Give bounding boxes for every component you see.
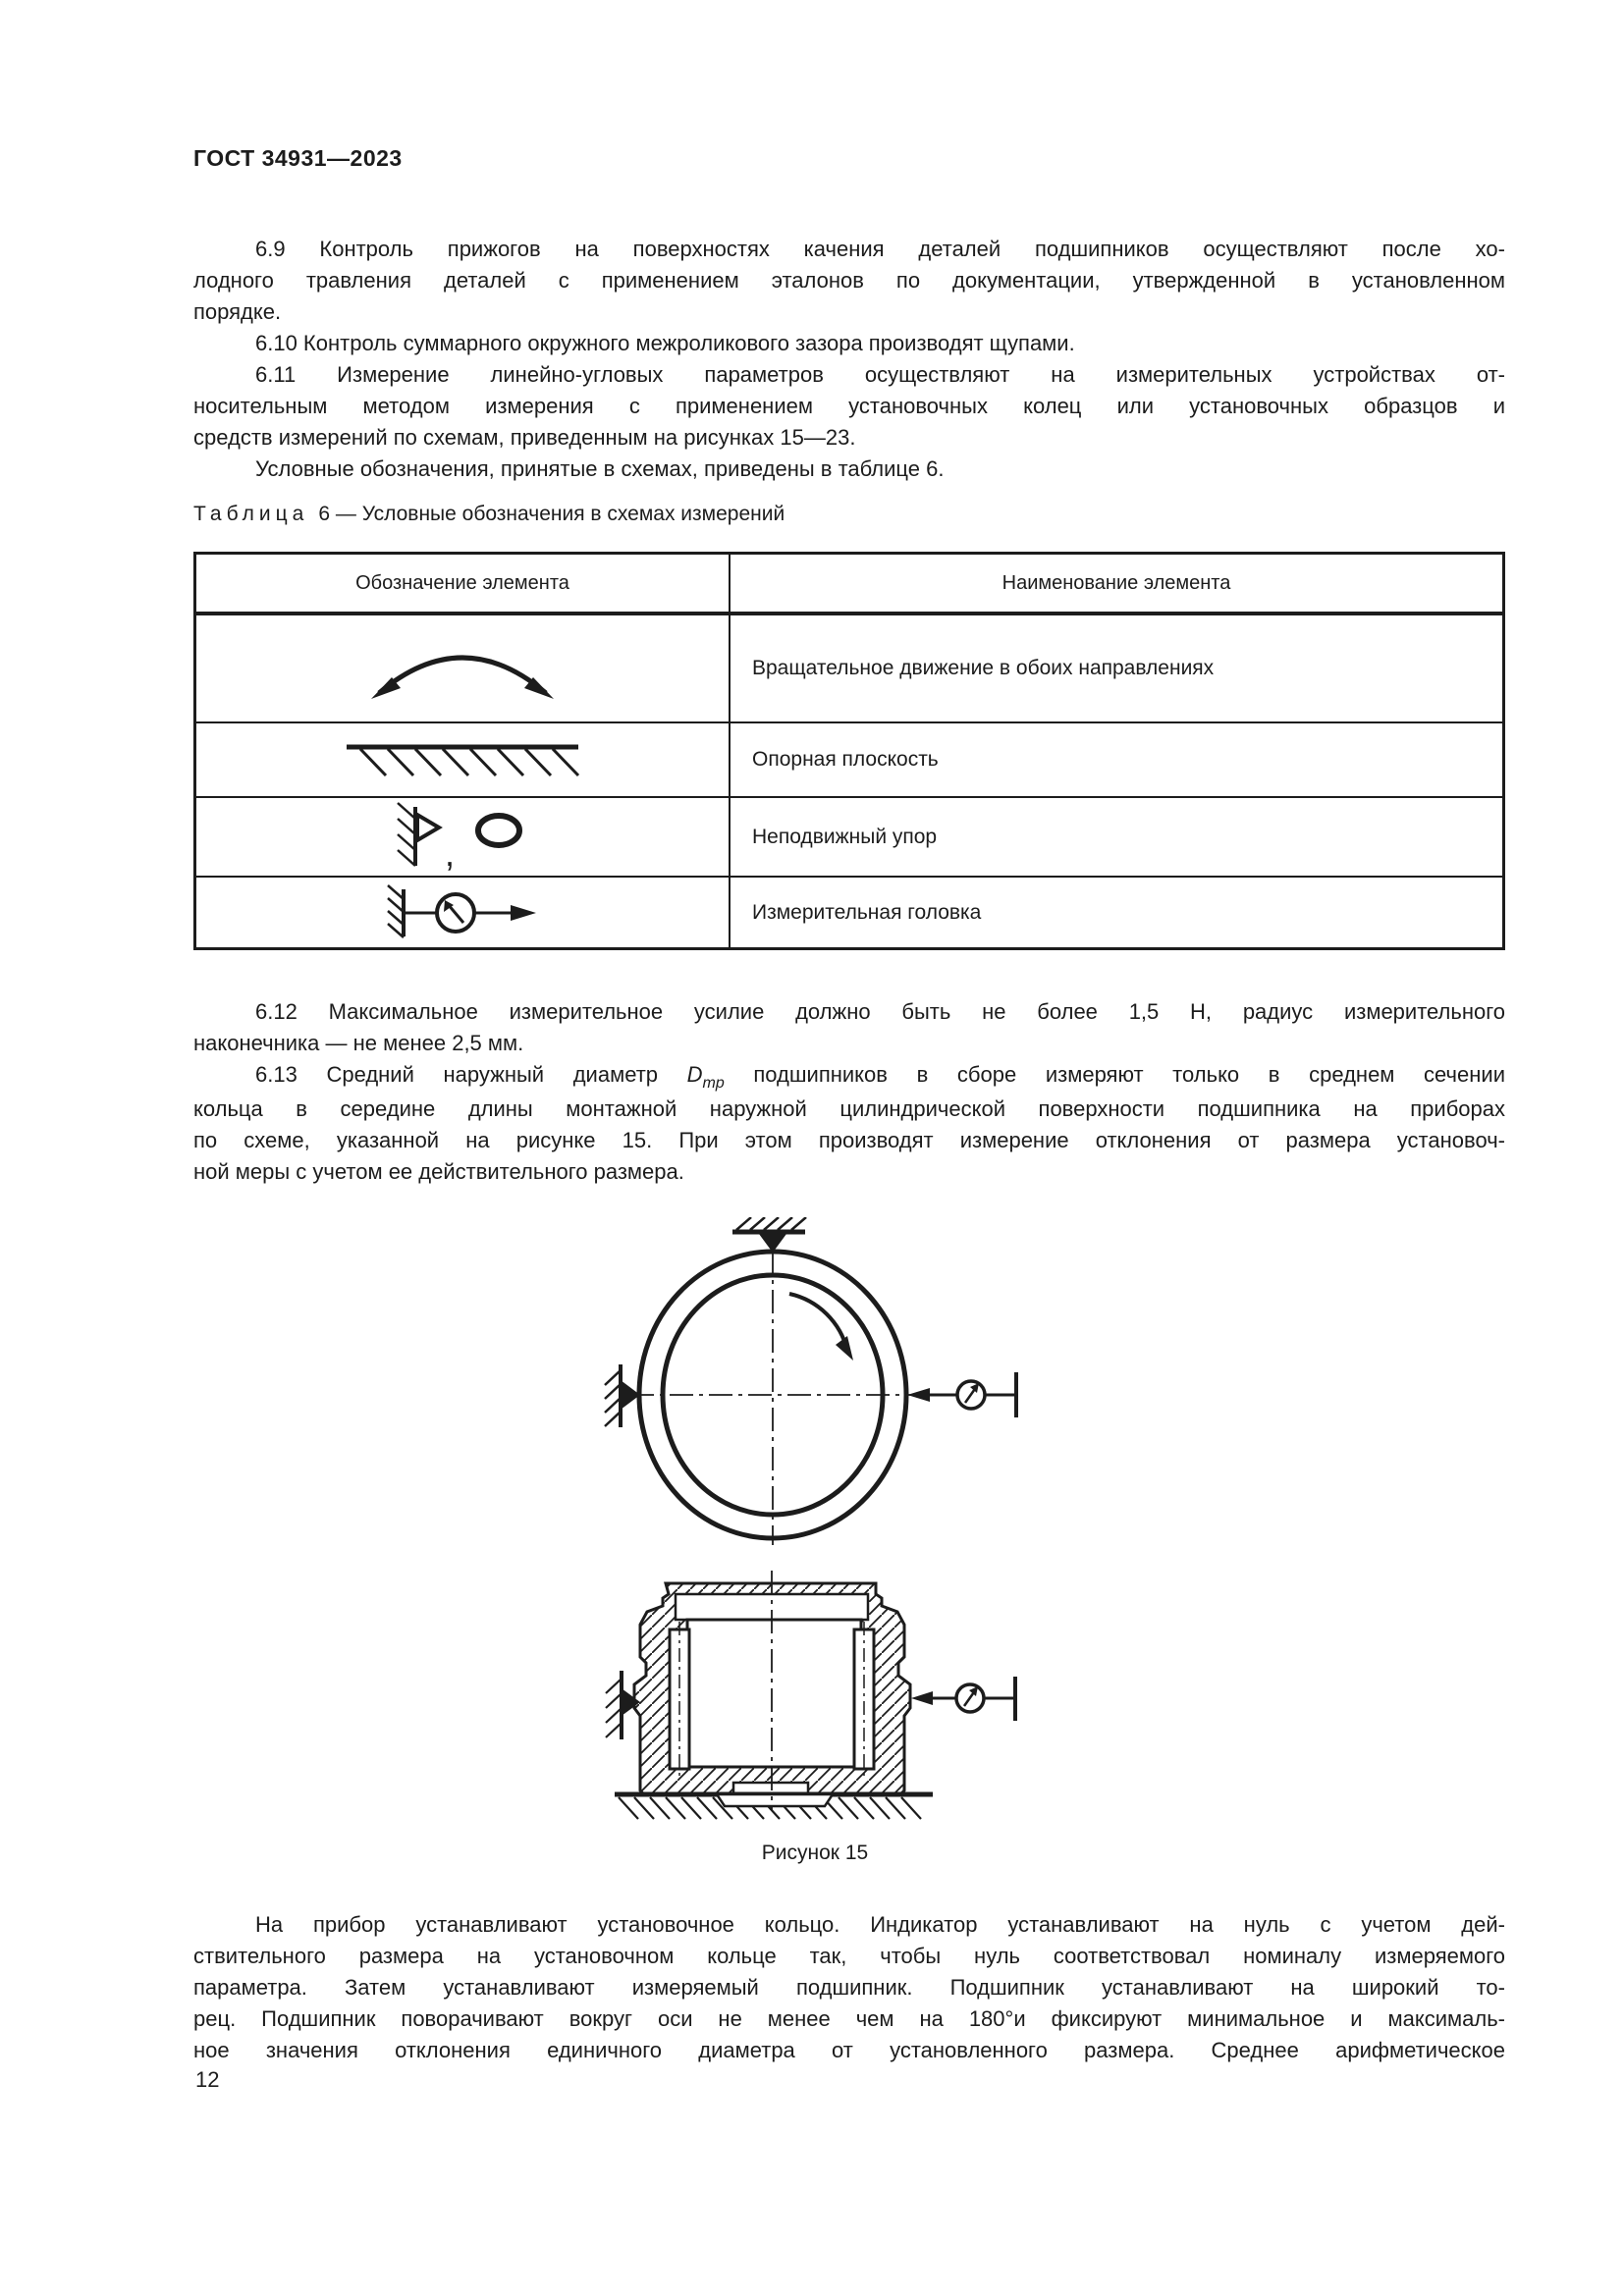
diameter-variable: D: [686, 1062, 703, 1087]
text-line: ной меры с учетом ее действительного размера.: [193, 1159, 684, 1184]
symbol-cell: [196, 878, 731, 947]
text-line: 6.11 Измерение линейно-угловых параметров осуществляют на измерительных устройствах от-: [255, 362, 1505, 387]
paragraph-6-13: [193, 1059, 1505, 1188]
symbol-cell: [196, 723, 731, 796]
text-line: по схеме, указанной на рисунке 15. При этом производят измерение отклонения от размера установоч-: [193, 1128, 1505, 1152]
text-line: параметра. Затем устанавливают измеряемый подшипник. Подшипник устанавливают на широкий то-: [193, 1975, 1505, 2000]
paragraph-6-11: [193, 359, 1505, 454]
text-segment: 6.13 Средний наружный диаметр: [255, 1062, 687, 1087]
table-row: [196, 615, 1502, 721]
symbol-cell: [196, 615, 731, 721]
table-row: [196, 796, 1502, 876]
table-row: [196, 721, 1502, 796]
text-line: 6.10 Контроль суммарного окружного межроликового зазора производят щупами.: [255, 331, 1075, 355]
measuring-head-icon: [907, 1372, 1016, 1417]
measuring-head-icon: [379, 883, 546, 942]
text-line: 6.9 Контроль прижогов на поверхностях качения деталей подшипников осуществляют после хо-: [255, 237, 1505, 261]
text-line: На прибор устанавливают установочное кольцо. Индикатор устанавливают на нуль с учетом дей-: [255, 1912, 1505, 1937]
text-line: [193, 1059, 1505, 1094]
text-line: лодного травления деталей с применением эталонов по документации, утвержденной в установленном: [193, 268, 1505, 293]
top-support-icon: [732, 1217, 806, 1253]
symbol-name: Неподвижный упор: [752, 825, 938, 848]
table-row: [196, 876, 1502, 947]
text-line: рец. Подшипник поворачивают вокруг оси не менее чем на 180°и фиксируют минимальное и максималь-: [193, 2006, 1505, 2031]
page-title: ГОСТ 34931—2023: [193, 145, 403, 171]
table-header-row: [196, 555, 1502, 612]
table-6-label: [193, 503, 785, 526]
text-segment: подшипников в сборе измеряют только в среднем сечении: [724, 1062, 1505, 1087]
text-line: наконечника — не менее 2,5 мм.: [193, 1031, 524, 1055]
paragraph-final: [193, 1909, 1505, 2066]
left-support-icon: [605, 1364, 640, 1427]
column-header-name: Наименование элемента: [1001, 571, 1231, 594]
page-number: 12: [195, 2067, 220, 2092]
fixed-stop-icon: [389, 801, 536, 874]
text-line: ствительного размера на установочном кольце так, чтобы нуль соответствовал номиналу измеряемого: [193, 1944, 1505, 1968]
roller-left: [670, 1622, 689, 1777]
column-header-symbol: Обозначение элемента: [196, 555, 731, 612]
figure15-ring-measurement-diagram: [550, 1217, 1139, 1561]
ground-plane: [615, 1794, 933, 1819]
symbol-name: Опорная плоскость: [752, 748, 939, 771]
left-support-icon: [606, 1671, 640, 1739]
text-line: средств измерений по схемам, приведенным на рисунках 15—23.: [193, 425, 856, 450]
diameter-subscript: mp: [702, 1075, 725, 1092]
paragraph-symbols-note: [193, 454, 1505, 485]
symbol-name: Вращательное движение в обоих направлениях: [752, 657, 1215, 679]
figure-caption: Рисунок 15: [761, 1842, 869, 1864]
text-line: 6.12 Максимальное измерительное усилие должно быть не более 1,5 Н, радиус измерительного: [255, 999, 1505, 1024]
table-label-rest: 6 — Условные обозначения в схемах измерений: [318, 503, 785, 525]
text-line: носительным методом измерения с применением установочных колец или установочных образцов и: [193, 394, 1505, 418]
symbol-name: Измерительная головка: [752, 900, 982, 924]
figure15-bearing-section-diagram: [550, 1551, 1139, 1836]
paragraph-6-12: [193, 996, 1505, 1059]
rotation-both-directions-icon: [357, 636, 568, 701]
symbol-cell: [196, 798, 731, 876]
text-line: Условные обозначения, принятые в схемах, приведены в таблице 6.: [255, 456, 945, 481]
roller-right: [854, 1622, 874, 1777]
table-6: [193, 552, 1505, 950]
support-plane-icon: [345, 740, 580, 779]
table-label-word: Таблица: [193, 503, 309, 525]
paragraph-6-9: [193, 234, 1505, 328]
text-line: порядке.: [193, 299, 282, 324]
text-line: ное значения отклонения единичного диаметра от установленного размера. Среднее арифметическое: [193, 2038, 1505, 2062]
measuring-head-icon: [911, 1677, 1015, 1721]
paragraph-6-10: [193, 328, 1505, 359]
comma-glyph: ,: [445, 832, 456, 874]
text-line: кольца в середине длины монтажной наружной цилиндрической поверхности подшипника на приборах: [193, 1096, 1505, 1121]
